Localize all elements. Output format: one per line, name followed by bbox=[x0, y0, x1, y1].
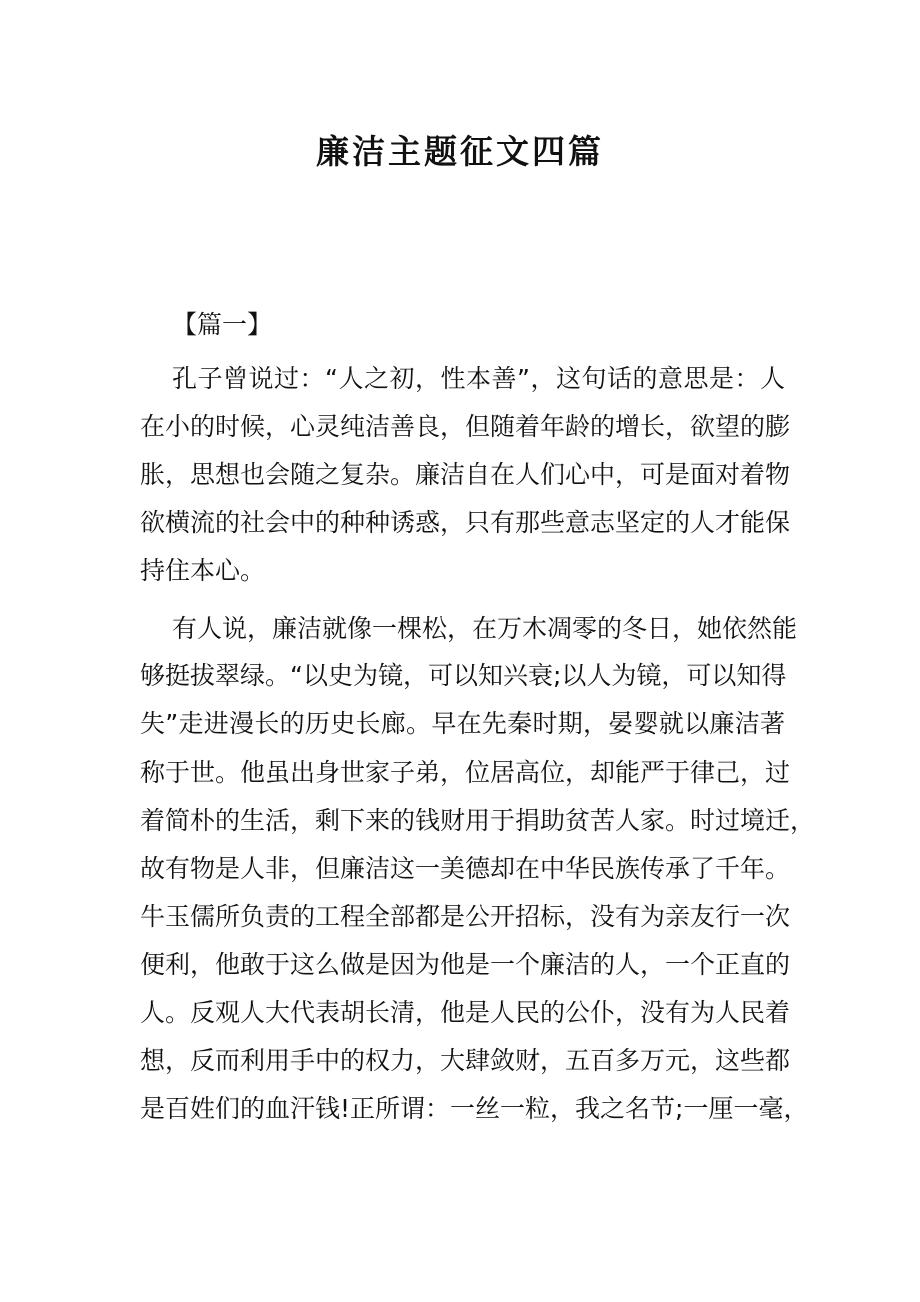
text-line: 牛玉儒所负责的工程全部都是公开招标，没有为亲友行一次 bbox=[140, 902, 791, 931]
section-heading: 【篇一】 bbox=[172, 310, 273, 339]
text-line: 称于世。他虽出身世家子弟，位居高位，却能严于律己，过 bbox=[140, 758, 791, 787]
text-line: 够挺拔翠绿。“以史为镜，可以知兴衰;以人为镜，可以知得 bbox=[140, 661, 787, 690]
text-line: 欲横流的社会中的种种诱惑，只有那些意志坚定的人才能保 bbox=[140, 508, 791, 537]
text-line: 持住本心。 bbox=[140, 556, 266, 585]
text-line: 是百姓们的血汗钱!正所谓：一丝一粒，我之名节;一厘一毫， bbox=[140, 1094, 809, 1123]
text-line: 孔子曾说过：“人之初，性本善”，这句话的意思是：人 bbox=[172, 364, 785, 393]
document-title: 廉洁主题征文四篇 bbox=[316, 132, 604, 171]
text-line: 有人说，廉洁就像一棵松，在万木凋零的冬日，她依然能 bbox=[172, 614, 798, 643]
text-line: 想，反而利用手中的权力，大肆敛财，五百多万元，这些都 bbox=[140, 1046, 791, 1075]
text-line: 便利，他敢于这么做是因为他是一个廉洁的人，一个正直的 bbox=[140, 950, 791, 979]
text-line: 着简朴的生活，剩下来的钱财用于捐助贫苦人家。时过境迁， bbox=[140, 806, 816, 835]
text-line: 胀，思想也会随之复杂。廉洁自在人们心中，可是面对着物 bbox=[140, 460, 791, 489]
text-line: 失”走进漫长的历史长廊。早在先秦时期，晏婴就以廉洁著 bbox=[140, 709, 785, 738]
text-line: 故有物是人非，但廉洁这一美德却在中华民族传承了千年。 bbox=[140, 854, 791, 883]
text-line: 人。反观人大代表胡长清，他是人民的公仆，没有为人民着 bbox=[140, 998, 791, 1027]
text-line: 在小的时候，心灵纯洁善良，但随着年龄的增长，欲望的膨 bbox=[140, 412, 791, 441]
